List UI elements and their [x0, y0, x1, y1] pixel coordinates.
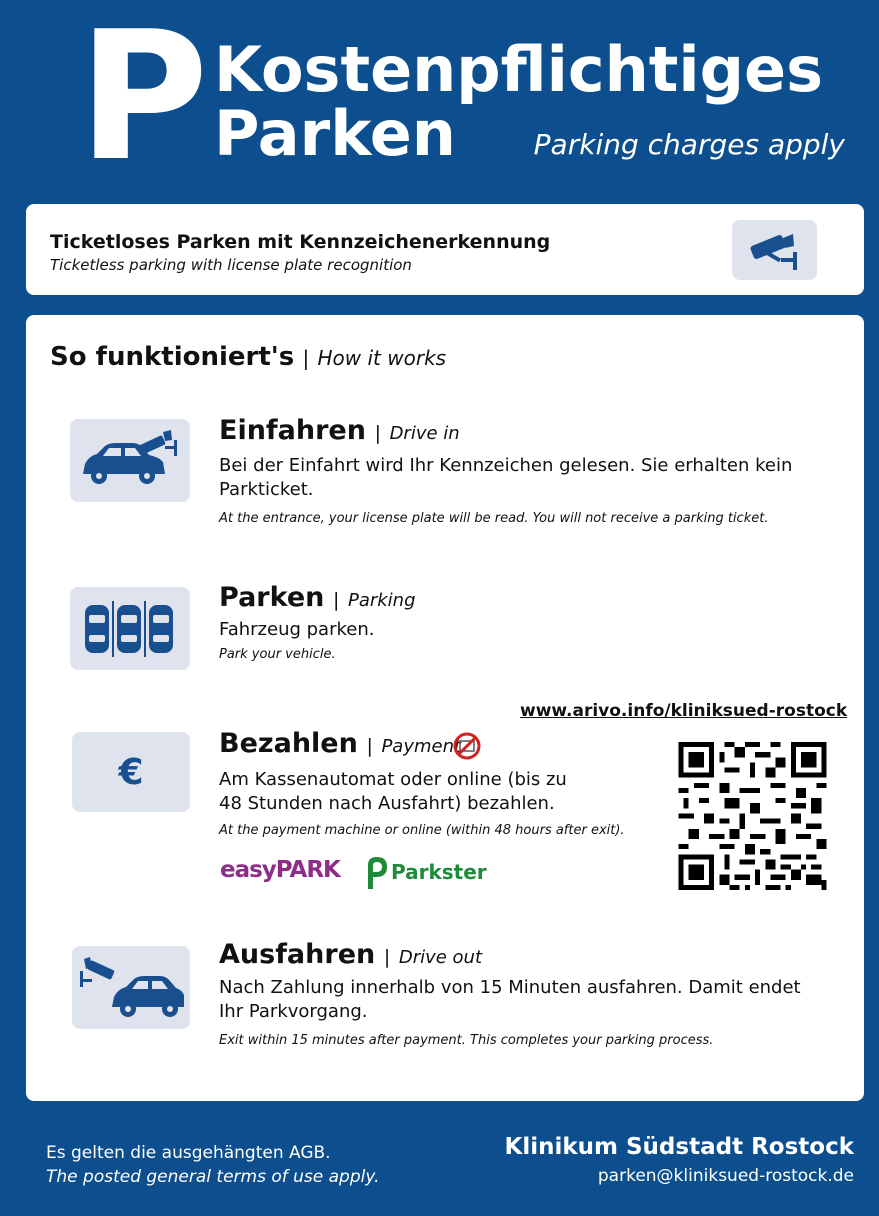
step-drive-out-title-en: Drive out [398, 947, 483, 968]
step-drive-out-title-de: Ausfahren [219, 939, 376, 970]
step-payment-text-en: At the payment machine or online (within 48 hours after exit). [219, 823, 625, 838]
how-title-de: So funktioniert's [50, 342, 295, 372]
how-title-en: How it works [317, 346, 447, 370]
drive-in-icon-box [70, 419, 190, 502]
separator: | [374, 422, 381, 444]
parkster-label: Parkster [391, 860, 487, 884]
step-payment-title-de: Bezahlen [219, 728, 358, 759]
separator: | [302, 346, 310, 370]
contact-email[interactable]: parken@kliniksued-rostock.de [597, 1166, 854, 1186]
step-parking-text-en: Park your vehicle. [219, 647, 336, 662]
title-line-2: Parken [214, 97, 456, 170]
payment-icon-box [72, 732, 190, 812]
step-drive-out-title [219, 939, 482, 970]
qr-code[interactable] [678, 742, 827, 890]
how-it-works-card [26, 315, 864, 1101]
separator: | [332, 589, 340, 611]
step-drive-out-text-de: Nach Zahlung innerhalb von 15 Minuten ausfahren. Damit endet Ihr Parkvorgang. [219, 977, 801, 1022]
svg-text:€: € [118, 752, 144, 792]
ticketless-title: Ticketloses Parken mit Kennzeichenerkennung [50, 231, 551, 253]
payment-url-link[interactable]: www.arivo.info/kliniksued-rostock [520, 701, 848, 721]
euro-icon [111, 752, 151, 792]
header [0, 0, 879, 200]
parked-cars-icon [82, 601, 178, 657]
step-payment-title [219, 728, 461, 759]
camera-car-icon [76, 953, 186, 1023]
step-drive-in-text-en: At the entrance, your license plate will be read. You will not receive a parking ticket. [219, 511, 769, 526]
step-parking-text-de: Fahrzeug parken. [219, 619, 375, 640]
terms-de: Es gelten die ausgehängten AGB. [46, 1143, 331, 1163]
step-parking-title-en: Parking [347, 590, 416, 611]
step-drive-out-text-en: Exit within 15 minutes after payment. This completes your parking process. [219, 1033, 714, 1048]
page-subtitle: Parking charges apply [533, 128, 845, 161]
easypark-logo[interactable]: easyPARK [220, 857, 340, 883]
step-payment-text-de: Am Kassenautomat oder online (bis zu 48 Stunden nach Ausfahrt) bezahlen. [219, 769, 567, 814]
car-camera-icon [75, 426, 185, 496]
ticketless-card [26, 204, 864, 295]
step-drive-in-text-de: Bei der Einfahrt wird Ihr Kennzeichen gelesen. Sie erhalten kein Parkticket. [219, 455, 793, 500]
camera-icon [747, 228, 803, 272]
title-line-1: Kostenpflichtiges [214, 33, 823, 106]
parking-icon-box [70, 587, 190, 670]
step-drive-in-title [219, 415, 460, 446]
terms-en: The posted general terms of use apply. [46, 1167, 380, 1187]
ticketless-subtitle: Ticketless parking with license plate recognition [50, 256, 412, 274]
step-payment-title-en: Payment [381, 736, 462, 757]
step-drive-in-title-de: Einfahren [219, 415, 366, 446]
step-parking-title-de: Parken [219, 582, 325, 613]
parkster-icon [362, 855, 388, 889]
parking-sign-letter: P [78, 0, 205, 200]
how-it-works-heading [50, 342, 446, 372]
drive-out-icon-box [72, 946, 190, 1029]
no-cash-icon [452, 731, 482, 761]
step-drive-in-title-en: Drive in [389, 423, 460, 444]
separator: | [383, 946, 391, 968]
parkster-logo[interactable] [362, 855, 487, 889]
organization-name: Klinikum Südstadt Rostock [504, 1134, 854, 1160]
step-parking-title [219, 582, 416, 613]
separator: | [366, 735, 373, 757]
camera-icon-box [732, 220, 817, 280]
